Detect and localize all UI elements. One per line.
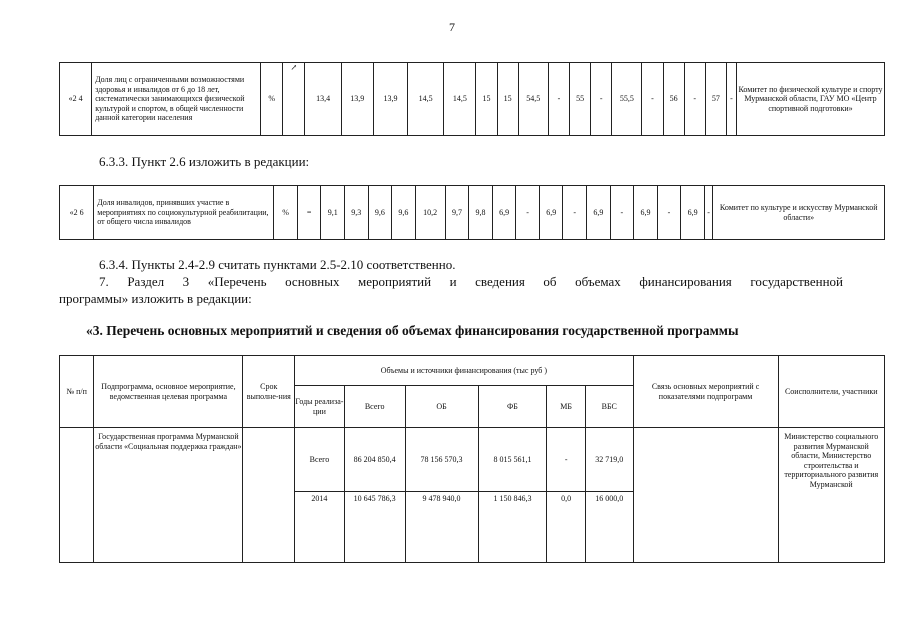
value-cell: - [610,186,634,240]
indicator-name: Доля лиц с ограниченными возможностями здоровья и инвалидов от 6 до 18 лет, систематически занимающихся физической культурой и спортом, в общей численности данной категории населения [92,63,261,136]
value-cell: 55 [570,63,591,136]
year-cell: Всего [295,428,345,492]
value-cell: 56 [663,63,684,136]
value-cell: 9,6 [392,186,416,240]
indicator-table-row-2-6 [59,185,885,240]
trend-arrow-icon: ↗ [283,63,305,136]
header-link: Связь основных мероприятий с показателями подпрограмм [633,356,778,428]
paragraph-7-line-1: 7. Раздел 3 «Перечень основных мероприятий и сведения об объемах финансирования государственной [99,274,843,289]
value-cell: - [591,63,612,136]
indicator-name: Доля инвалидов, принявших участие в мероприятиях по социокультурной реабилитации, от общего числа инвалидов [94,186,274,240]
row-term [243,428,295,563]
value-cell: 54,5 [518,63,548,136]
total-cell: 10 645 786,3 [344,492,405,563]
link-cell [633,428,778,563]
value-cell: 6,9 [634,186,658,240]
header-fb: ФБ [478,386,547,428]
header-coexecutors: Соисполнители, участники [778,356,885,428]
value-cell: - [704,186,713,240]
row-num [60,428,94,563]
section-heading: «3. Перечень основных мероприятий и сведения об объемах финансирования государственной программы [86,323,739,338]
value-cell: 6,9 [587,186,611,240]
value-cell: 55,5 [612,63,642,136]
header-ob: ОБ [405,386,478,428]
mb-cell: 0,0 [547,492,586,563]
value-cell: 15 [497,63,518,136]
value-cell: 6,9 [539,186,563,240]
value-cell: - [516,186,540,240]
header-subprogram: Подпрограмма, основное мероприятие, ведомственная целевая программа [94,356,243,428]
unit-cell: % [261,63,283,136]
vbs-cell: 32 719,0 [585,428,633,492]
value-cell: 15 [476,63,497,136]
value-cell: 13,9 [373,63,407,136]
value-cell: - [642,63,663,136]
executor-cell: Комитет по культуре и искусству Мурманской области» [713,186,885,240]
header-num: № п/п [60,356,94,428]
executor-cell: Комитет по физической культуре и спорту Мурманской области, ГАУ МО «Центр спортивной подготовки» [736,63,884,136]
value-cell: 10,2 [415,186,445,240]
paragraph-6-3-4: 6.3.4. Пункты 2.4-2.9 считать пунктами 2.5-2.10 соответственно. [99,257,456,272]
header-total: Всего [344,386,405,428]
financing-table [59,355,885,563]
value-cell: 13,4 [305,63,341,136]
header-vbs: ВБС [585,386,633,428]
row-code: «2 6 [60,186,94,240]
indicator-table-row-2-4 [59,62,885,136]
fb-cell: 8 015 561,1 [478,428,547,492]
value-cell: 57 [705,63,726,136]
unit-cell: % [274,186,298,240]
value-cell: 9,8 [469,186,493,240]
value-cell: - [657,186,681,240]
row-code: «2 4 [60,63,92,136]
mb-cell: - [547,428,586,492]
value-cell: - [684,63,705,136]
value-cell: 9,1 [321,186,345,240]
header-mb: МБ [547,386,586,428]
trend-mark: = [297,186,321,240]
coexecutors-cell: Министерство социального развития Мурманской области, Министерство строительства и территориального развития Мурманской [778,428,885,563]
ob-cell: 9 478 940,0 [405,492,478,563]
value-cell: 9,6 [368,186,392,240]
page-number: 7 [449,20,455,34]
paragraph-6-3-3: 6.3.3. Пункт 2.6 изложить в редакции: [99,154,310,169]
ob-cell: 78 156 570,3 [405,428,478,492]
value-cell: 14,5 [408,63,444,136]
value-cell: 6,9 [681,186,705,240]
total-cell: 86 204 850,4 [344,428,405,492]
value-cell: - [726,63,736,136]
header-years: Годы реализа-ции [295,386,345,428]
value-cell: - [563,186,587,240]
year-cell: 2014 [295,492,345,563]
value-cell: 9,7 [445,186,469,240]
value-cell: 13,9 [341,63,373,136]
value-cell: 6,9 [492,186,516,240]
value-cell: 14,5 [444,63,476,136]
value-cell: - [548,63,569,136]
paragraph-7-line-2: программы» изложить в редакции: [59,291,252,306]
header-term: Срок выполне-ния [243,356,295,428]
value-cell: 9,3 [344,186,368,240]
header-volumes: Объемы и источники финансирования (тыс руб ) [295,356,634,386]
program-name: Государственная программа Мурманской области «Социальная поддержка граждан» [94,428,243,563]
fb-cell: 1 150 846,3 [478,492,547,563]
vbs-cell: 16 000,0 [585,492,633,563]
